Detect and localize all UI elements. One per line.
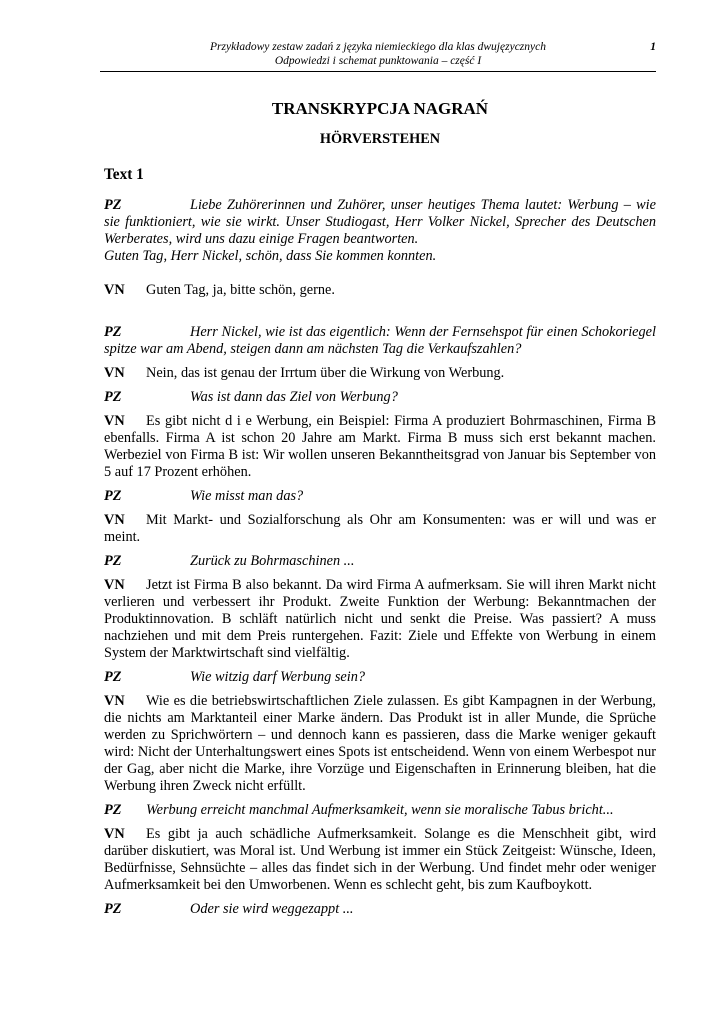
turn-text: Jetzt ist Firma B also bekannt. Da wird Firma A aufmerksam. Sie will ihren Markt nicht verlieren und verbessert ihr Produkt. Zweite Funktion der Werbung: Bekanntmachen der Produktinnovation. B schläft natürlich nicht und senkt die Preise. Was passiert? A muss nachziehen und mit dem Preis runtergehen. Fazit: Ziele und Effekte von Werbung in einem System der Marktwirtschaft sind vielfältig. [104,577,656,661]
dialogue-turn [104,826,656,894]
dialogue-turn [104,553,656,570]
dialogue-turn [104,488,656,505]
turn-text: Herr Nickel, wie ist das eigentlich: Wenn der Fernsehspot für einen Schokoriegel spitze war am Abend, steigen dann am nächsten Tag die Verkaufszahlen? [104,324,656,357]
page-number: 1 [650,41,656,53]
dialogue-turn [104,669,656,686]
speaker-label: PZ [104,389,122,405]
dialogue-turn [104,901,656,918]
speaker-label: PZ [104,488,122,504]
dialogue-turn [104,197,656,248]
speaker-label: PZ [104,553,122,569]
dialogue-turn [104,413,656,481]
speaker-label: VN [104,365,125,381]
speaker-label: VN [104,826,125,842]
turn-text: Wie misst man das? [190,488,304,504]
speaker-label: PZ [104,901,122,917]
dialogue-turn [104,324,656,358]
turn-text: Guten Tag, ja, bitte schön, gerne. [146,282,335,298]
turn-text: Liebe Zuhörerinnen und Zuhörer, unser heutiges Thema lautet: Werbung – wie sie funktioniert, wie sie wirkt. Unser Studiogast, Herr Volker Nickel, Sprecher des Deutschen Werberates, wird uns dazu einige Fragen beantworten. [104,197,656,247]
text-label: Text 1 [104,166,144,183]
document-body [104,100,656,925]
turn-text: Es gibt nicht d i e Werbung, ein Beispiel: Firma A produziert Bohrmaschinen, Firma B ebenfalls. Firma A ist schon 20 Jahre am Markt. Firma B muss sich erst bekannt machen. Werbeziel von Firma B ist: Wir wollen unseren Bekanntheitsgrad von Januar bis September von 5 auf 17 Prozent erhöhen. [104,413,656,480]
speaker-label: VN [104,693,125,709]
turn-text: Was ist dann das Ziel von Werbung? [190,389,398,405]
turn-text: Werbung erreicht manchmal Aufmerksamkeit, wenn sie moralische Tabus bricht... [146,802,614,818]
speaker-label: PZ [104,197,122,213]
turn-text: Es gibt ja auch schädliche Aufmerksamkeit. Solange es die Menschheit gibt, wird darüber diskutiert, was Moral ist. Und Werbung ist immer ein Stück Zeitgeist: Wünsche, Ideen, Bedürfnisse, Sehnsüchte – alles das findet sich in der Werbung. Und findet mehr oder weniger Aufmerksamkeit bei den Umworbenen. Wenn es schlecht geht, bis zum Kaufboykott. [104,826,656,893]
dialogue-turn [104,577,656,662]
dialogue-turn [104,693,656,795]
speaker-label: VN [104,282,125,298]
speaker-label: PZ [104,802,122,818]
section-subtitle: HÖRVERSTEHEN [319,131,441,147]
speaker-label: VN [104,577,125,593]
turn-text: Zurück zu Bohrmaschinen ... [190,553,355,569]
dialogue-turn [104,512,656,546]
turn-text: Guten Tag, Herr Nickel, schön, dass Sie kommen konnten. [104,248,437,264]
dialogue-turn [104,802,656,819]
document-title: TRANSKRYPCJA NAGRAŃ [271,99,489,118]
turn-text: Wie es die betriebswirtschaftlichen Ziele zulassen. Es gibt Kampagnen in der Werbung, die nichts am Marktanteil einer Marke ändern. Das Produkt ist in aller Munde, die Sprüche werden zu Sprichwörtern – und dennoch kann es passieren, dass die Marke weniger gekauft wird: Nicht der Unterhaltungswert eines Spots ist entscheidend. Wenn von einem Werbespot nur der Gag, aber nicht die Marke, ihre Vorzüge und Eigenschaften in Erinnerung bleiben, hat die Werbung ihren Zweck nicht erfüllt. [104,693,656,794]
dialogue-turn [104,365,656,382]
turn-text: Mit Markt- und Sozialforschung als Ohr am Konsumenten: was er will und was er meint. [104,512,656,545]
dialogue-turn [104,248,656,265]
speaker-label: VN [104,413,125,429]
speaker-label: PZ [104,324,122,340]
speaker-label: PZ [104,669,122,685]
header-line-1: Przykładowy zestaw zadań z języka niemieckiego dla klas dwujęzycznych [210,41,546,53]
header-line-2: Odpowiedzi i schemat punktowania – część I [274,55,482,67]
dialogue-turn [104,282,656,299]
turn-text: Wie witzig darf Werbung sein? [190,669,366,685]
page-header [100,40,656,72]
dialogue-turn [104,389,656,406]
turn-text: Oder sie wird weggezappt ... [190,901,354,917]
turn-text: Nein, das ist genau der Irrtum über die Wirkung von Werbung. [146,365,505,381]
speaker-label: VN [104,512,125,528]
